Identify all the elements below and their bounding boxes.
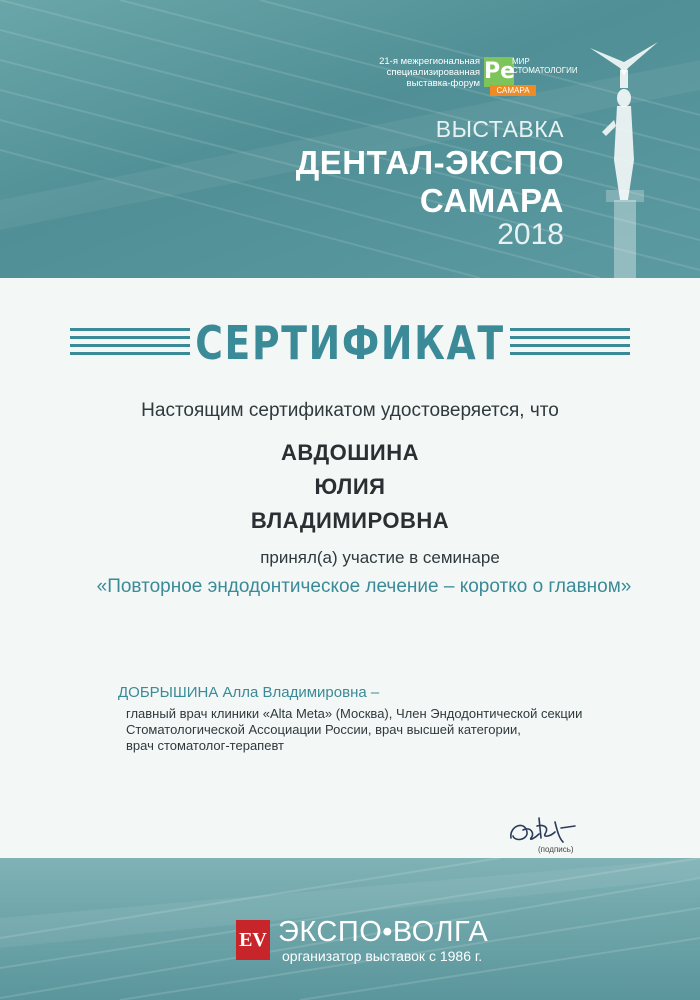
recipient-patronymic: ВЛАДИМИРОВНА (250, 508, 450, 533)
signature-image (505, 808, 585, 850)
event-name-line1: ДЕНТАЛ-ЭКСПО (295, 144, 564, 181)
event-kind: ВЫСТАВКА (435, 116, 564, 142)
recipient-last-name: АВДОШИНА (281, 440, 419, 465)
certificate-title-row (70, 316, 630, 370)
certificate-intro: Настоящим сертификатом удостоверяется, что (141, 400, 559, 421)
header-band (0, 0, 700, 278)
lecturer-description: главный врач клиники «Alta Meta» (Москва), Член Эндодонтической секции Стоматологической Ассоциации России, врач высшей категории, врач стоматолог-терапевт (126, 706, 583, 753)
forum-logo-mark: Ре (484, 57, 514, 87)
forum-description: 21-я межрегиональная специализированная выставка-форум (379, 56, 480, 89)
forum-logo-tag: САМАРА (490, 85, 536, 96)
forum-logo-text: МИР СТОМАТОЛОГИИ (512, 57, 578, 75)
expo-volga-logo-mark: EV (236, 920, 270, 960)
mir-stomatologii-logo (484, 57, 578, 95)
participation-text: принял(а) участие в семинаре (260, 548, 500, 567)
organizer-tagline: организатор выставок с 1986 г. (282, 948, 483, 964)
lecturer-name: ДОБРЫШИНА Алла Владимировна – (118, 684, 380, 701)
event-name-line2: САМАРА (419, 182, 564, 219)
event-year: 2018 (497, 218, 564, 251)
signature-label: (подпись) (538, 845, 574, 854)
seminar-title: «Повторное эндодонтическое лечение – коротко о главном» (96, 576, 632, 597)
certificate-title: СЕРТИФИКАТ (195, 316, 505, 370)
organizer-name: ЭКСПО•ВОЛГА (278, 916, 489, 948)
expo-volga-logo (236, 916, 536, 976)
recipient-first-name: ЮЛИЯ (314, 474, 386, 499)
statue-icon (584, 40, 664, 278)
